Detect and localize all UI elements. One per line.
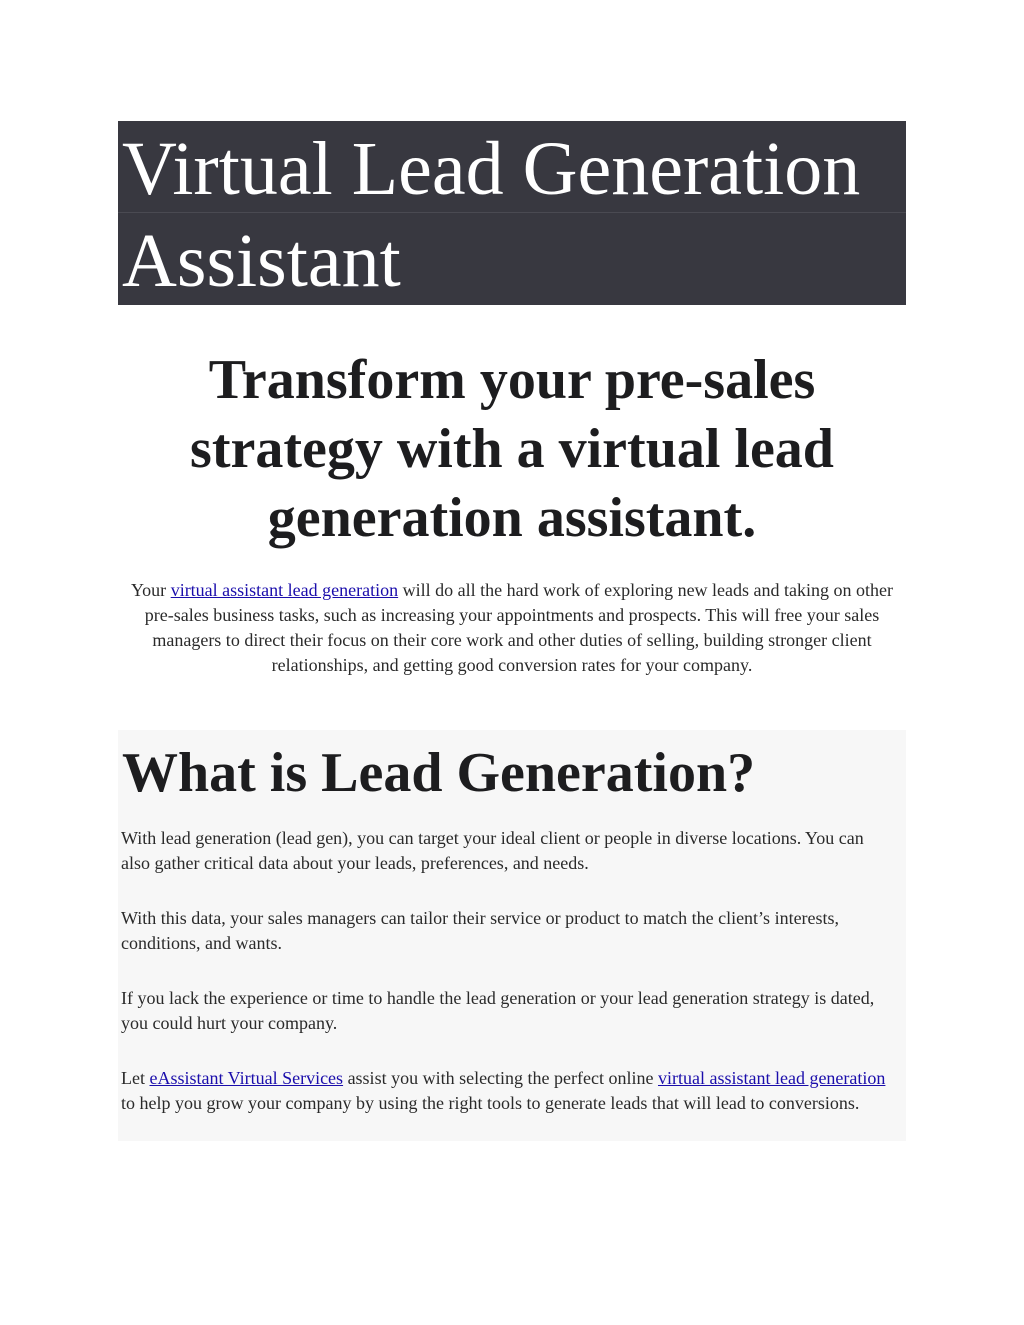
title-line-1: Virtual Lead Generation	[118, 121, 906, 213]
eassistant-virtual-services-link[interactable]: eAssistant Virtual Services	[149, 1068, 344, 1088]
section-paragraph-4	[121, 1066, 891, 1116]
virtual-assistant-lead-generation-link[interactable]: virtual assistant lead generation	[170, 580, 399, 600]
section-heading: What is Lead Generation?	[122, 742, 756, 804]
paragraph-4-text-end: to help you grow your company by using the right tools to generate leads that will lead to conversions.	[121, 1093, 860, 1113]
subheading: Transform your pre-sales strategy with a virtual lead generation assistant.	[190, 349, 834, 549]
intro-text-before-link: Your	[130, 580, 171, 600]
intro-text-after-link: will do all the hard work of exploring new leads and taking on other pre-sales business tasks, such as increasing your appointments and prospects. This will free your sales managers to direct their focus on their core work and other duties of selling, building stronger client relationships, and getting good conversion rates for your company.	[144, 580, 894, 675]
section-paragraph-2: With this data, your sales managers can tailor their service or product to match the client’s interests, conditions, and wants.	[121, 908, 840, 953]
paragraph-4-text-middle: assist you with selecting the perfect online	[343, 1068, 658, 1088]
paragraph-4-text-start: Let	[121, 1068, 150, 1088]
section-paragraph-3: If you lack the experience or time to handle the lead generation or your lead generation strategy is dated, you could hurt your company.	[121, 988, 875, 1033]
title-line-2: Assistant	[122, 219, 401, 303]
lead-generation-section	[118, 730, 906, 1141]
intro-paragraph	[118, 578, 906, 678]
virtual-assistant-lead-generation-link-2[interactable]: virtual assistant lead generation	[657, 1068, 886, 1088]
title-banner	[118, 121, 906, 305]
section-paragraph-1: With lead generation (lead gen), you can target your ideal client or people in diverse locations. You can also gather critical data about your leads, preferences, and needs.	[121, 828, 864, 873]
